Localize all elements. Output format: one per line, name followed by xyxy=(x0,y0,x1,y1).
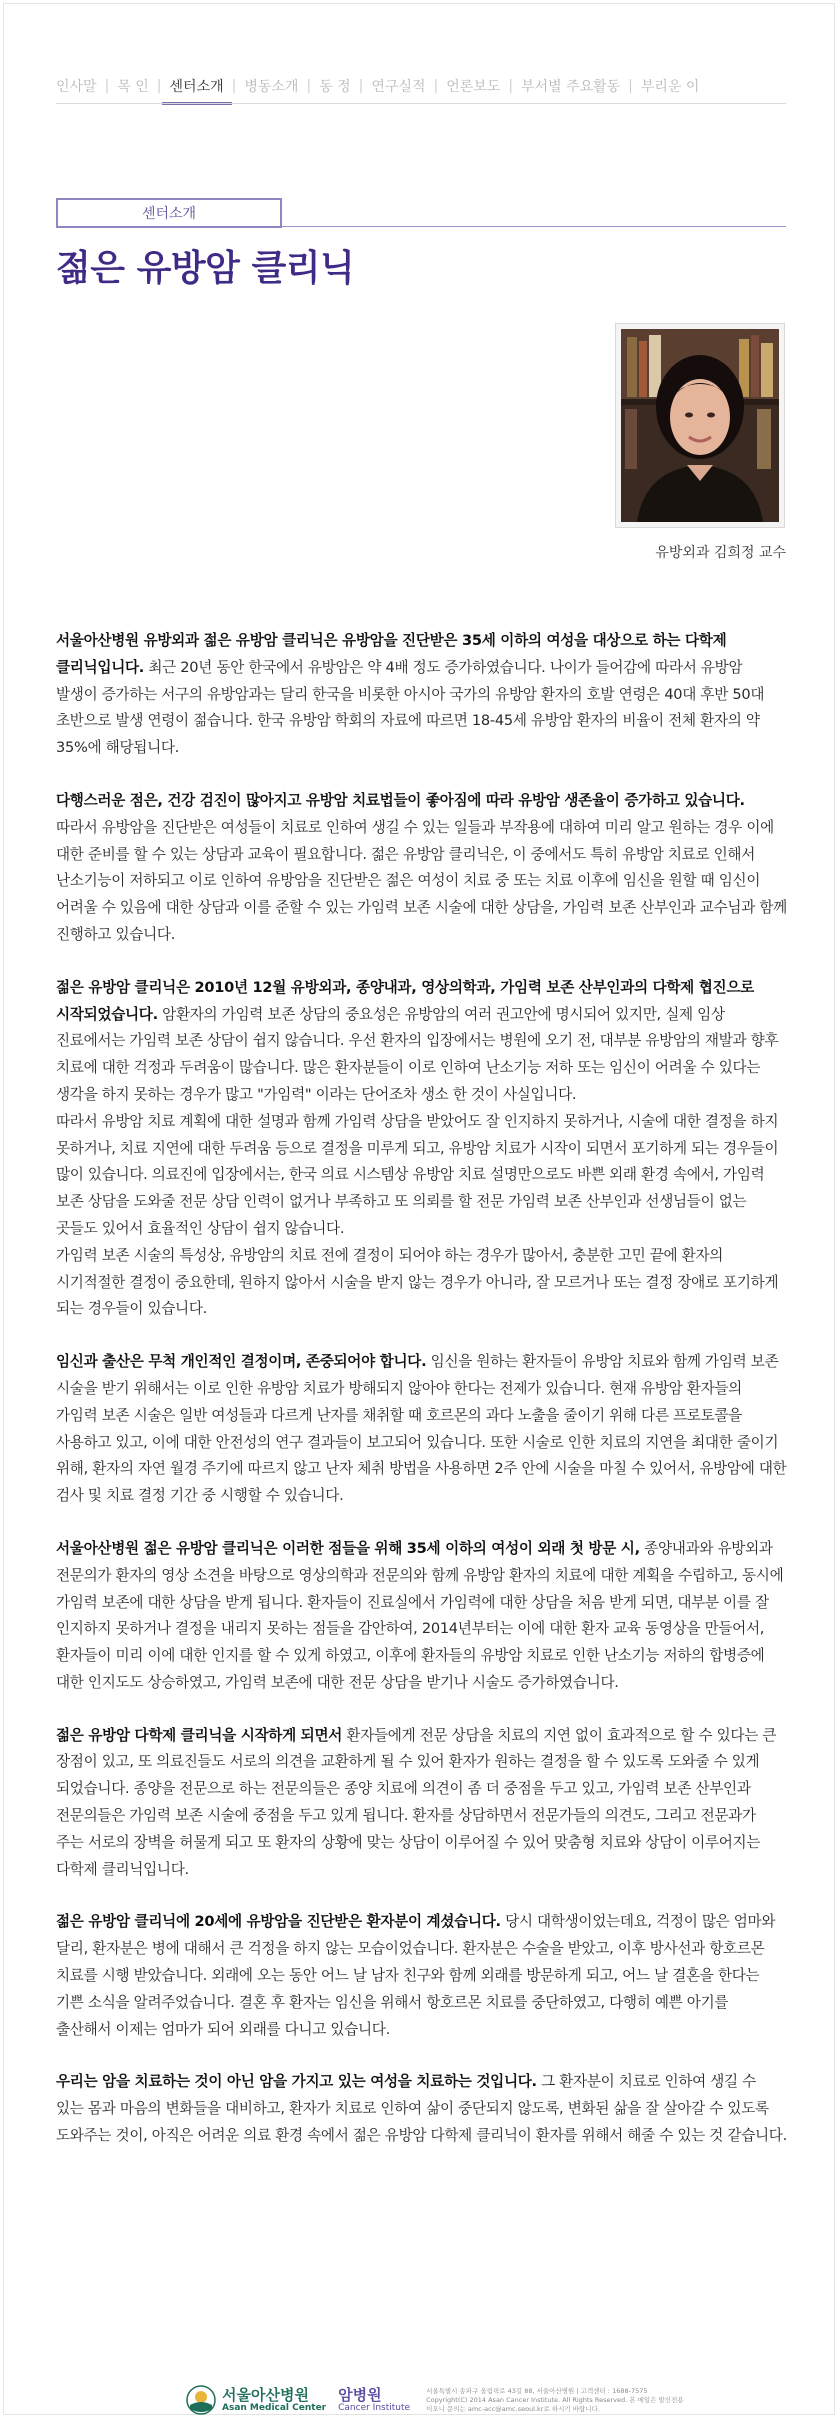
paragraph-body: 종양내과와 유방외과 전문의가 환자의 영상 소견을 바탕으로 영상의학과 전문의와 함께 유방암 환자의 치료에 대한 계획을 수립하고, 동시에 가임력 보존에 대한 상담을 받게 됩니다. 환자들이 진료실에서 가임력에 대한 상담을 처음 받게 되면, 대부분 이를 잘 인지하지 못하거나 결정을 내리지 못하는 점들을 감안하여, 2014년부터는 이에 대한 환자 교육 동영상을 만들어서, 환자들이 미리 이에 대한 인지를 할 수 있게 하였고, 이후에 환자들의 유방암 치료로 인한 난소기능 저하의 합병증에 대한 인지도도 상승하였고, 가임력 보존에 대한 전문 상담을 받기나 시술도 증가하였습니다. xyxy=(56,1539,784,1691)
paragraph-body: 따라서 유방암을 진단받은 여성들이 치료로 인하여 생길 수 있는 일들과 부작용에 대하여 미리 알고 원하는 경우 이에 대한 준비를 할 수 있는 상담과 교육이 필요합니다. 젊은 유방암 클리닉은, 이 중에서도 특히 유방암 치료로 인해서 난소기능이 저하되고 이로 인하여 유방암을 진단받은 젊은 여성이 치료 중 또는 치료 이후에 임신을 원할 때 임신이 어려울 수 있음에 대한 상담과 이를 준할 수 있는 가임력 보존 시술에 대한 상담을, 가임력 보존 산부인과 교수님과 함께 진행하고 있습니다. xyxy=(56,818,787,943)
paragraph-body: 암환자의 가임력 보존 상담의 중요성은 유방암의 여러 권고안에 명시되어 있지만, 실제 임상 진료에서는 가임력 보존 상담이 쉽지 않습니다. 우선 환자의 입장에서는 병원에 오기 전, 대부분 유방암의 재발과 향후 치료에 대한 걱정과 두려움이 많습니다. 많은 환자분들이 이로 인하여 난소기능 저하 또는 임신이 어려울 수 있다는 생각을 하지 못하는 경우가 많고 "가임력" 이라는 단어조차 생소 한 것이 사실입니다. xyxy=(56,1005,779,1103)
nav-separator: | xyxy=(628,78,633,94)
paragraph-body: 최근 20년 동안 한국에서 유방암은 약 4배 정도 증가하였습니다. 나이가 들어감에 따라서 유방암 발생이 증가하는 서구의 유방암과는 달리 한국을 비롯한 아시아 국가의 유방암 환자의 호발 연령은 40대 후반 50대 초반으로 발생 연령이 젊습니다. 한국 유방암 학회의 자료에 따르면 18-45세 유방암 환자의 비율이 전체 환자의 약 35%에 해당됩니다. xyxy=(56,658,765,757)
paragraph xyxy=(56,788,787,949)
nav-separator: | xyxy=(104,78,110,94)
nav-separator: | xyxy=(231,78,237,94)
paragraph-lead: 우리는 암을 치료하는 것이 아닌 암을 가지고 있는 여성을 치료하는 것입니다. xyxy=(56,2073,537,2091)
nav-item-3[interactable]: 센터소개 xyxy=(162,76,232,105)
hospital-name-kr: 서울아산병원 xyxy=(222,2385,309,2404)
section-divider xyxy=(282,226,786,227)
paragraph xyxy=(56,1536,787,1697)
paragraph xyxy=(56,1349,787,1510)
doctor-portrait-image xyxy=(621,329,779,522)
nav-divider xyxy=(56,103,786,104)
cancer-institute-en: Cancer Institute xyxy=(338,2402,411,2413)
nav-item-6[interactable]: 연구실적 xyxy=(371,79,426,95)
hospital-logo-icon xyxy=(186,2385,216,2415)
nav-item-1[interactable]: 인사말 xyxy=(56,79,97,95)
paragraph-lead: 다행스러운 점은, 건강 검진이 많아지고 유방암 치료법들이 좋아짐에 따라 유방암 생존율이 증가하고 있습니다. xyxy=(56,791,745,809)
paragraph xyxy=(56,1909,787,2043)
paragraph-lead: 임신과 출산은 무척 개인적인 결정이며, 존중되어야 합니다. xyxy=(56,1353,427,1371)
nav-item-9[interactable]: 부리운 이 xyxy=(640,79,700,95)
hospital-name-en: Asan Medical Center xyxy=(222,2402,327,2413)
cancer-institute-kr: 암병원 xyxy=(338,2385,382,2404)
nav-item-2[interactable]: 목 인 xyxy=(117,79,149,95)
paragraph-lead: 젊은 유방암 클리닉에 20세에 유방암을 진단받은 환자분이 계셨습니다. xyxy=(56,1913,501,1931)
paragraph-body: 당시 대학생이었는데요, 걱정이 많은 엄마와 달리, 환자분은 병에 대해서 큰 걱정을 하지 않는 모습이었습니다. 환자분은 수술을 받았고, 이후 방사선과 항호르몬 치료를 시행 받았습니다. 외래에 오는 동안 어느 날 남자 친구와 함께 외래를 방문하게 되고, 어느 날 결혼을 한다는 기쁜 소식을 알려주었습니다. 결혼 후 환자는 임신을 위해서 항호르몬 치료를 중단하였고, 다행히 예쁜 아기를 출산해서 이제는 엄마가 되어 외래를 다니고 있습니다. xyxy=(56,1913,776,2038)
page-title: 젊은 유방암 클리닉 xyxy=(56,248,355,289)
article-body xyxy=(56,628,787,2176)
paragraph-body: 환자들에게 전문 상담을 치료의 지연 없이 효과적으로 할 수 있다는 큰 장점이 있고, 또 의료진들도 서로의 의견을 교환하게 될 수 있어 환자가 원하는 결정을 할 수 있도록 도와줄 수 있게 되었습니다. 종양을 전문으로 하는 전문의들은 종양 치료에 의견이 좀 더 중점을 두고 있고, 가임력 보존 산부인과 전문의들은 가임력 보존 시술에 중점을 두고 있게 됩니다. 환자를 상담하면서 전문가들의 의견도, 그리고 전문과가 주는 서로의 장벽을 허물게 되고 또 환자의 상황에 맞는 상담이 이루어질 수 있어 맞춤형 치료와 상담이 이루어지는 다학제 클리닉입니다. xyxy=(56,1726,777,1878)
paragraph-lead: 젊은 유방암 다학제 클리닉을 시작하게 되면서 xyxy=(56,1726,343,1744)
paragraph-body: 그 환자분이 치료로 인하여 생길 수 있는 몸과 마음의 변화들을 대비하고, 환자가 치료로 인하여 삶이 중단되지 않도록, 변화된 삶을 잘 살아갈 수 있도록 도와주는 것이, 아직은 어려운 의료 환경 속에서 젊은 유방암 다학제 클리닉이 환자를 위해서 해줄 수 있는 것 같습니다. xyxy=(56,2073,787,2145)
hospital-name xyxy=(222,2387,326,2414)
nav-item-8[interactable]: 부서별 주요활동 xyxy=(521,79,621,95)
nav-separator: | xyxy=(508,78,514,94)
paragraph xyxy=(56,1723,787,1884)
paragraph-continuation: 따라서 유방암 치료 계획에 대한 설명과 함께 가임력 상담을 받았어도 잘 인지하지 못하거나, 시술에 대한 결정을 하지 못하거나, 치료 지연에 대한 두려움 등으로 결정을 미루게 되고, 유방암 치료가 시작이 되면서 포기하게 되는 경우들이 많이 있습니다. 의료진에 입장에서는, 한국 의료 시스템상 유방암 치료 설명만으로도 바쁜 외래 환경 속에서, 가임력 보존 상담을 도와줄 전문 상담 인력이 없거나 부족하고 또 의뢰를 할 전문 가임력 보존 산부인과 선생님들이 없는 곳들도 있어서 효율적인 상담이 쉽지 않습니다. xyxy=(56,1112,779,1237)
paragraph-body: 임신을 원하는 환자들이 유방암 치료와 함께 가임력 보존 시술을 받기 위해서는 이로 인한 유방암 치료가 방해되지 않아야 한다는 전제가 있습니다. 현재 유방암 환자들의 가임력 보존 시술은 일반 여성들과 다르게 난자를 채취할 때 호르몬의 과다 노출을 줄이기 위해 다른 프로토콜을 사용하고 있고, 이에 대한 안전성의 연구 결과들이 보고되어 있습니다. 또한 시술로 인한 치료의 지연을 최대한 줄이기 위해, 환자의 자연 월경 주기에 따르지 않고 난자 체취 방법을 사용하면 2주 안에 시술을 마칠 수 있어서, 유방암에 대한 검사 및 치료 결정 기간 중 시행할 수 있습니다. xyxy=(56,1353,787,1505)
nav-item-5[interactable]: 동 정 xyxy=(319,79,351,95)
top-navigation xyxy=(56,68,786,104)
nav-separator: | xyxy=(358,78,364,94)
paragraph-lead: 서울아산병원 젊은 유방암 클리닉은 이러한 점들을 위해 35세 이하의 여성이 외래 첫 방문 시, xyxy=(56,1539,640,1557)
paragraph-lead: 젊은 유방암 클리닉은 2010년 12월 유방외과, 종양내과, 영상의학과, 가임력 보존 산부인과의 다학제 협진으로 시작되었습니다. xyxy=(56,978,754,1023)
paragraph xyxy=(56,628,787,762)
paragraph-lead: 서울아산병원 유방외과 젊은 유방암 클리닉은 유방암을 진단받은 35세 이하의 여성을 대상으로 하는 다학제 클리닉입니다. xyxy=(56,632,727,676)
nav-separator: | xyxy=(156,78,162,94)
section-tag: 센터소개 xyxy=(56,198,282,228)
nav-item-7[interactable]: 언론보도 xyxy=(446,79,501,95)
nav-separator: | xyxy=(433,78,439,94)
nav-separator: | xyxy=(306,78,312,94)
cancer-institute-name xyxy=(338,2387,410,2414)
paragraph xyxy=(56,2069,787,2149)
paragraph-continuation: 가임력 보존 시술의 특성상, 유방암의 치료 전에 결정이 되어야 하는 경우가 많아서, 충분한 고민 끝에 환자의 시기적절한 결정이 중요한데, 원하지 않아서 시술을 받지 않는 경우가 아니라, 잘 모르거나 또는 결정 장애로 포기하게 되는 경우들이 있습니다. xyxy=(56,1246,779,1318)
footer xyxy=(186,2385,686,2415)
photo-caption: 유방외과 김희정 교수 xyxy=(655,545,786,561)
doctor-photo xyxy=(615,323,785,528)
footer-fine-print: 서울특별시 송파구 올림픽로 43길 88, 서울아산병원 | 고객센터 : 1688-7575 Copyright(C) 2014 Asan Cancer Institute. All Rights Reserved. 본 메일은 발신전용이오니 문의는 amc-acc@amc.seoul.kr로 하시기 바랍니다. xyxy=(426,2386,684,2413)
paragraph xyxy=(56,975,787,1323)
nav-item-4[interactable]: 병동소개 xyxy=(244,79,299,95)
